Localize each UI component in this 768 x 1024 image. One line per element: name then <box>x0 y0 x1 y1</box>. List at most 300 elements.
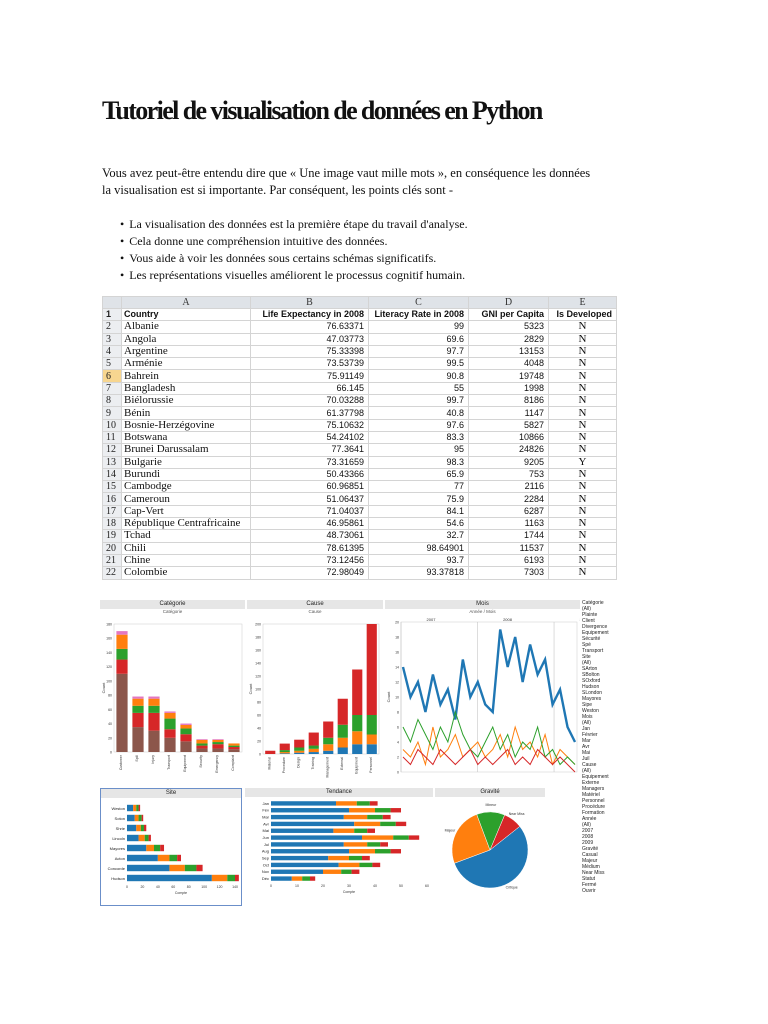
bar-segment <box>380 822 396 826</box>
data-cell: 47.03773 <box>251 333 369 345</box>
page-title: Tutoriel de visualisation de données en Python <box>102 96 542 125</box>
y-tick-label: 120 <box>106 665 112 670</box>
table-row <box>103 481 617 493</box>
x-tick-label: 60 <box>425 884 429 888</box>
bar-segment <box>265 751 275 754</box>
y-tick-label: Hudson <box>111 876 125 881</box>
table-row <box>103 419 617 431</box>
bar-segment <box>116 631 127 635</box>
data-cell: 1744 <box>469 530 549 542</box>
bar-segment <box>367 624 377 715</box>
bar-segment <box>375 808 391 812</box>
bar-segment <box>177 855 181 861</box>
bar-segment <box>149 835 151 841</box>
filter-item: Majeur <box>582 858 598 864</box>
country-cell: Cambodge <box>122 481 251 493</box>
column-letter: A <box>122 297 251 309</box>
x-tick-label: External <box>339 757 344 770</box>
bar-segment <box>294 748 304 751</box>
row-number: 19 <box>103 530 122 542</box>
panel-title: Site <box>101 789 241 798</box>
data-cell: 4048 <box>469 358 549 370</box>
x-tick-label: Equipment <box>354 757 359 774</box>
x-tick-label: 20 <box>140 885 145 889</box>
bar-segment <box>409 835 419 839</box>
filter-item: (All) <box>582 822 591 828</box>
data-cell: Y <box>549 456 617 468</box>
bar-segment <box>372 863 380 867</box>
header-row <box>103 309 617 321</box>
bar-segment <box>309 752 319 754</box>
y-tick-label: 0 <box>110 750 112 755</box>
corner-cell <box>103 297 122 309</box>
bar-segment <box>310 876 315 880</box>
table-row <box>103 431 617 443</box>
row-number: 17 <box>103 505 122 517</box>
bar-segment <box>271 863 339 867</box>
bar-segment <box>280 744 290 751</box>
bar-segment <box>139 815 142 821</box>
bar-segment <box>145 835 149 841</box>
column-letter: C <box>369 297 469 309</box>
data-cell: 60.96851 <box>251 481 369 493</box>
x-tick-label: 140 <box>232 885 238 889</box>
filter-item: Casual <box>582 852 598 858</box>
country-cell: Bosnie-Herzégovine <box>122 419 251 431</box>
y-tick-label: 140 <box>255 661 261 666</box>
data-cell: N <box>549 419 617 431</box>
row-number: 6 <box>103 370 122 382</box>
filter-item: Managers <box>582 786 605 792</box>
bar-segment <box>271 801 336 805</box>
filter-item: Plainte <box>582 612 598 618</box>
dashboard-filter-panel <box>582 600 628 906</box>
filter-item: (All) <box>582 660 591 666</box>
data-cell: 46.95861 <box>251 518 369 530</box>
x-tick-label: 100 <box>201 885 208 889</box>
bar-segment <box>323 738 333 745</box>
series-line <box>403 712 575 765</box>
data-cell: 61.37798 <box>251 407 369 419</box>
y-tick-label: Mayores <box>109 846 125 851</box>
bar-segment <box>367 829 375 833</box>
data-cell: 75.10632 <box>251 419 369 431</box>
bar-segment <box>148 731 159 752</box>
data-cell: 54.6 <box>369 518 469 530</box>
y-tick-label: 12 <box>395 680 399 685</box>
x-tick-label: Personnel <box>368 757 373 773</box>
x-tick-label: Emergency <box>215 755 219 773</box>
data-cell: 2829 <box>469 333 549 345</box>
table-row <box>103 505 617 517</box>
bar-segment <box>309 746 319 749</box>
y-tick-label: 20 <box>395 620 399 625</box>
filter-item: Procédure <box>582 804 606 810</box>
data-cell: 51.06437 <box>251 493 369 505</box>
row-number: 16 <box>103 493 122 505</box>
data-cell: N <box>549 554 617 566</box>
bar-segment <box>164 713 175 719</box>
bar-segment <box>127 855 158 861</box>
country-cell: Bangladesh <box>122 382 251 394</box>
data-cell: 6287 <box>469 505 549 517</box>
bar-segment <box>367 715 377 735</box>
y-tick-label: 100 <box>106 679 112 684</box>
country-cell: Bulgarie <box>122 456 251 468</box>
y-tick-label: Acton <box>114 856 125 861</box>
filter-item: Externe <box>582 780 600 786</box>
filter-item: Juil <box>582 756 590 762</box>
data-cell: N <box>549 431 617 443</box>
bar-segment <box>271 870 323 874</box>
bar-segment <box>323 870 341 874</box>
row-number: 1 <box>103 309 122 321</box>
y-tick-label: Jun <box>262 834 269 840</box>
bar-segment <box>271 842 344 846</box>
bar-segment <box>212 740 223 742</box>
bar-segment <box>180 725 191 729</box>
bar-segment <box>370 801 378 805</box>
tendance-bar-chart <box>245 788 433 906</box>
bar-segment <box>352 731 362 744</box>
data-cell: 73.53739 <box>251 358 369 370</box>
bar-segment <box>169 855 177 861</box>
bar-segment <box>375 849 391 853</box>
panel-tendance <box>245 788 433 906</box>
y-tick-label: Lincoln <box>112 836 125 841</box>
y-tick-label: 80 <box>257 700 261 705</box>
slice-label: Mineur <box>485 803 497 808</box>
filter-item: Gravité <box>582 846 599 852</box>
data-cell: N <box>549 542 617 554</box>
y-tick-label: 18 <box>395 635 399 640</box>
bar-segment <box>349 849 375 853</box>
data-cell: N <box>549 518 617 530</box>
row-number: 10 <box>103 419 122 431</box>
filter-item: Équipement <box>582 630 609 636</box>
bar-segment <box>148 699 159 706</box>
data-cell: N <box>549 567 617 579</box>
bar-segment <box>116 660 127 674</box>
bullet-item: • Les représentations visuelles améliorent le processus cognitif humain. <box>120 267 468 284</box>
filter-item: Médium <box>582 864 600 870</box>
bar-segment <box>280 750 290 752</box>
panel-site <box>100 788 242 906</box>
y-tick-label: 160 <box>106 636 112 641</box>
country-cell: Brunei Darussalam <box>122 444 251 456</box>
bar-segment <box>354 822 380 826</box>
data-cell: 69.6 <box>369 333 469 345</box>
x-tick-label: 30 <box>347 884 351 888</box>
bar-segment <box>154 845 160 851</box>
bar-segment <box>127 835 139 841</box>
spreadsheet-table <box>102 296 617 580</box>
series-line <box>403 727 575 765</box>
data-cell: 75.33398 <box>251 345 369 357</box>
y-tick-label: 40 <box>257 726 261 731</box>
data-cell: 54.24102 <box>251 431 369 443</box>
y-tick-label: 200 <box>255 622 261 627</box>
bar-segment <box>127 875 212 881</box>
bar-segment <box>212 748 223 752</box>
y-tick-label: Shrie <box>115 826 125 831</box>
bar-segment <box>357 801 370 805</box>
bar-segment <box>271 829 333 833</box>
x-tick-label: Material <box>267 757 272 770</box>
bar-segment <box>196 740 207 744</box>
bar-segment <box>196 746 207 749</box>
x-tick-label: Training <box>310 757 315 770</box>
data-cell: 98.64901 <box>369 542 469 554</box>
bar-segment <box>135 815 139 821</box>
x-tick-label: Equipment <box>183 755 187 772</box>
column-letter: D <box>469 297 549 309</box>
filter-item: (All) <box>582 606 591 612</box>
data-cell: 76.63371 <box>251 321 369 333</box>
year-label: 2008 <box>503 617 512 622</box>
x-tick-label: 10 <box>295 884 299 888</box>
table-row <box>103 468 617 480</box>
data-cell: 5827 <box>469 419 549 431</box>
bar-segment <box>160 845 164 851</box>
bar-segment <box>271 876 292 880</box>
table-row <box>103 518 617 530</box>
data-cell: 55 <box>369 382 469 394</box>
bar-segment <box>136 805 138 811</box>
y-axis-label: Count <box>248 683 253 695</box>
bullet-item: • Vous aide à voir les données sous certains schémas significatifs. <box>120 250 468 267</box>
y-tick-label: 100 <box>255 687 261 692</box>
data-cell: 73.12456 <box>251 554 369 566</box>
panel-title: Tendance <box>245 788 433 797</box>
y-axis-label: Count <box>101 682 106 694</box>
y-tick-label: 20 <box>257 739 261 744</box>
filter-item: Divergence <box>582 624 608 630</box>
bar-segment <box>164 711 175 712</box>
bar-segment <box>132 713 143 727</box>
x-axis-label: Compte <box>174 891 188 895</box>
data-cell: N <box>549 468 617 480</box>
bar-segment <box>339 863 360 867</box>
y-tick-label: 6 <box>397 725 399 730</box>
bar-segment <box>235 875 239 881</box>
table-row <box>103 333 617 345</box>
x-tick-label: 0 <box>270 884 272 888</box>
bar-segment <box>180 724 191 725</box>
country-cell: Biélorussie <box>122 395 251 407</box>
y-tick-label: 120 <box>255 674 261 679</box>
filter-item: Catégorie <box>582 600 604 606</box>
row-number: 9 <box>103 407 122 419</box>
bar-segment <box>148 697 159 699</box>
data-cell: 83.3 <box>369 431 469 443</box>
country-cell: Colombie <box>122 567 251 579</box>
x-tick-label: Spill <box>135 755 139 762</box>
panel-title: Gravité <box>435 788 545 797</box>
filter-item: Site <box>582 654 591 660</box>
data-cell: N <box>549 493 617 505</box>
bar-segment <box>323 751 333 754</box>
bar-segment <box>367 735 377 745</box>
bar-segment <box>185 865 197 871</box>
country-cell: Burundi <box>122 468 251 480</box>
data-cell: 8186 <box>469 395 549 407</box>
y-tick-label: Nov <box>261 869 269 875</box>
bar-segment <box>127 825 136 831</box>
country-cell: Chili <box>122 542 251 554</box>
row-number: 22 <box>103 567 122 579</box>
bar-segment <box>393 835 409 839</box>
bar-segment <box>309 749 319 752</box>
y-tick-label: Mai <box>262 828 269 834</box>
bar-segment <box>396 822 406 826</box>
country-cell: Tchad <box>122 530 251 542</box>
filter-item: Mois <box>582 714 593 720</box>
data-cell: 5323 <box>469 321 549 333</box>
row-number: 3 <box>103 333 122 345</box>
bar-segment <box>280 753 290 754</box>
panel-subtitle: Année / Mois <box>469 609 496 614</box>
bar-segment <box>228 743 239 745</box>
bar-segment <box>383 815 391 819</box>
filter-item: Personnel <box>582 798 605 804</box>
filter-item: SLondon <box>582 690 603 696</box>
series-line <box>403 630 575 743</box>
table-row <box>103 382 617 394</box>
bar-segment <box>302 876 310 880</box>
filter-item: 2007 <box>582 828 594 834</box>
filter-item: (All) <box>582 720 591 726</box>
row-number: 4 <box>103 345 122 357</box>
data-cell: 77.3641 <box>251 444 369 456</box>
slice-label: Near Miss <box>508 811 525 816</box>
y-tick-label: Oct <box>262 862 269 868</box>
bar-segment <box>164 729 175 738</box>
x-tick-label: Procedure <box>281 757 286 774</box>
table-row <box>103 567 617 579</box>
filter-item: 2009 <box>582 840 594 846</box>
x-tick-label: Complaint <box>231 755 235 771</box>
data-cell: 19748 <box>469 370 549 382</box>
row-number: 13 <box>103 456 122 468</box>
table-row <box>103 407 617 419</box>
data-cell: 13153 <box>469 345 549 357</box>
data-cell: 90.8 <box>369 370 469 382</box>
data-cell: N <box>549 395 617 407</box>
bar-segment <box>228 749 239 752</box>
filter-item: Client <box>582 618 595 624</box>
bar-segment <box>227 875 235 881</box>
bar-segment <box>180 729 191 735</box>
data-cell: 75.91149 <box>251 370 369 382</box>
bar-segment <box>196 743 207 745</box>
bar-segment <box>352 744 362 754</box>
bar-segment <box>367 815 383 819</box>
data-cell: N <box>549 505 617 517</box>
y-axis-label: Count <box>386 691 391 703</box>
y-tick-label: 2 <box>397 755 399 760</box>
row-number: 15 <box>103 481 122 493</box>
bar-segment <box>127 865 169 871</box>
data-cell: 98.3 <box>369 456 469 468</box>
row-number: 11 <box>103 431 122 443</box>
table-row <box>103 358 617 370</box>
header-cell: Life Expectancy in 2008 <box>251 309 369 321</box>
header-cell: Literacy Rate in 2008 <box>369 309 469 321</box>
panel-categorie <box>100 600 245 785</box>
y-tick-label: 4 <box>397 740 399 745</box>
bar-segment <box>136 825 141 831</box>
bar-segment <box>352 870 360 874</box>
bar-segment <box>349 856 362 860</box>
bar-segment <box>116 674 127 752</box>
bar-segment <box>144 825 146 831</box>
bar-segment <box>127 805 133 811</box>
filter-item: Mai <box>582 750 591 756</box>
slice-label: Critique <box>505 885 518 890</box>
bar-segment <box>271 849 349 853</box>
filter-item: Transport <box>582 648 604 654</box>
x-tick-label: Transport <box>167 755 171 770</box>
y-tick-label: 40 <box>108 722 112 727</box>
bar-segment <box>338 725 348 738</box>
bar-segment <box>180 741 191 752</box>
data-cell: 73.31659 <box>251 456 369 468</box>
table-row <box>103 395 617 407</box>
data-cell: N <box>549 345 617 357</box>
bar-segment <box>367 842 380 846</box>
bar-segment <box>116 649 127 660</box>
bar-segment <box>367 744 377 754</box>
bar-segment <box>148 706 159 713</box>
bar-segment <box>338 738 348 748</box>
data-cell: 99 <box>369 321 469 333</box>
data-cell: 6193 <box>469 554 549 566</box>
panel-title: Mois <box>385 600 580 609</box>
table-row <box>103 444 617 456</box>
panel-title: Catégorie <box>100 600 245 609</box>
bar-segment <box>116 635 127 649</box>
x-tick-label: 60 <box>171 885 176 889</box>
bar-segment <box>352 670 362 716</box>
data-cell: 97.7 <box>369 345 469 357</box>
y-tick-label: Jul <box>263 841 269 847</box>
bar-segment <box>132 706 143 713</box>
filter-item: 2008 <box>582 834 594 840</box>
data-cell: 72.98049 <box>251 567 369 579</box>
filter-item: Février <box>582 732 598 738</box>
y-tick-label: Fév <box>262 807 269 813</box>
filter-item: Année <box>582 816 597 822</box>
row-number: 8 <box>103 395 122 407</box>
column-header-row <box>103 297 617 309</box>
bar-segment <box>294 751 304 753</box>
data-cell: 24826 <box>469 444 549 456</box>
bar-segment <box>292 876 302 880</box>
bar-segment <box>146 845 154 851</box>
bar-segment <box>336 801 357 805</box>
filter-item: Hudson <box>582 684 600 690</box>
y-tick-label: 8 <box>397 710 399 715</box>
y-tick-label: 60 <box>257 713 261 718</box>
x-tick-label: Customer <box>119 755 123 771</box>
data-cell: 84.1 <box>369 505 469 517</box>
row-number: 18 <box>103 518 122 530</box>
x-axis-label: Compte <box>342 890 356 894</box>
bar-segment <box>148 713 159 731</box>
key-points-list <box>120 216 468 284</box>
bar-segment <box>352 715 362 731</box>
